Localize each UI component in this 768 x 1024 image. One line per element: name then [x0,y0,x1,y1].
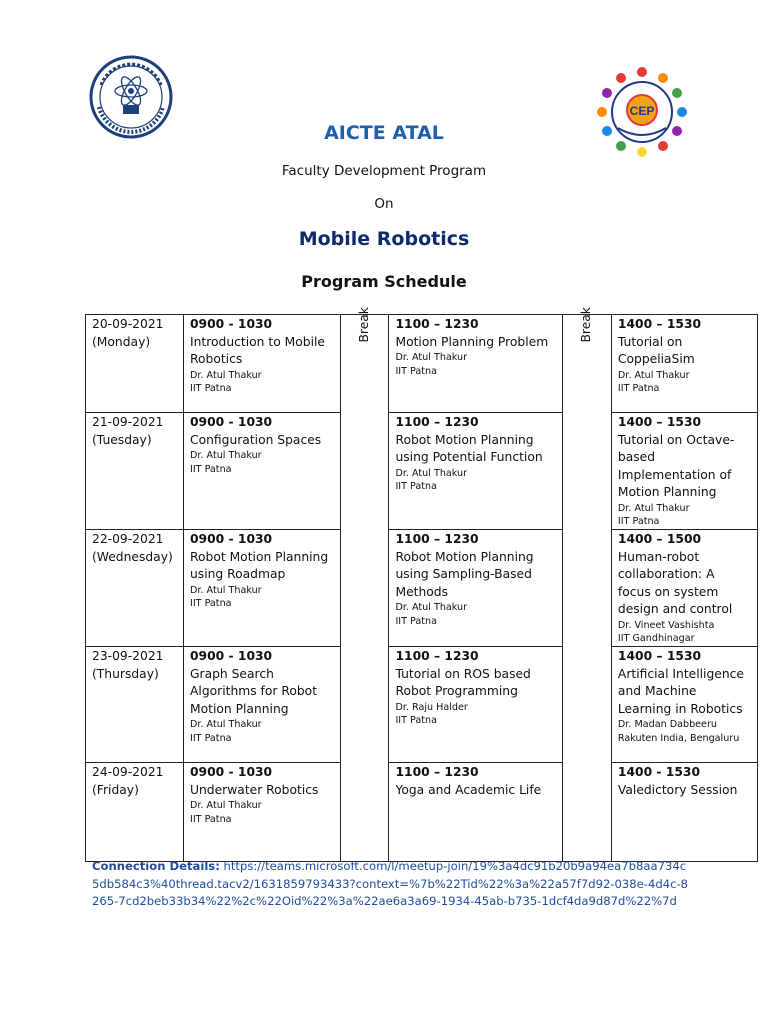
session-time: 1400 - 1530 [617,764,701,779]
table-row [86,413,758,530]
session-time: 1100 – 1230 [395,415,479,429]
session-topic: Human-robot collaboration: A focus on system design and control [617,549,733,617]
session-topic: Robot Motion Planning using Sampling-Based Methods [395,549,534,599]
speaker-name: Dr. Madan Dabbeeru [617,719,717,731]
session-midday [389,646,563,762]
speaker-name: Dr. Atul Thakur [617,369,690,381]
speaker-name: Dr. Atul Thakur [190,450,262,462]
speaker-affiliation: IIT Patna [190,732,232,744]
break-column-1 [341,307,389,862]
subtitle-on: On [374,196,394,212]
title-aicte-atal: AICTE ATAL [324,122,444,144]
cep-iit-patna-logo [592,62,692,162]
table-row [86,529,758,646]
speaker-name: Dr. Atul Thakur [190,719,262,731]
session-afternoon [611,646,757,762]
speaker-name: Dr. Atul Thakur [617,502,690,514]
table-row [86,646,758,762]
session-time: 0900 - 1030 [190,648,273,663]
speaker-name: Dr. Atul Thakur [190,800,262,812]
speaker-affiliation: IIT Patna [190,463,232,475]
speaker-affiliation: IIT Patna [190,813,232,825]
speaker-affiliation: IIT Gandhinagar [617,633,695,645]
speaker-name: Dr. Atul Thakur [395,467,468,479]
session-topic: Configuration Spaces [190,432,322,447]
speaker-name: Dr. Atul Thakur [190,369,262,381]
schedule-table [85,307,758,862]
session-topic: Graph Search Algorithms for Robot Motion Planning [190,666,318,716]
speaker-name: Dr. Raju Halder [395,701,468,713]
day: (Thursday) [92,666,159,681]
date-cell [86,646,184,762]
table-row [86,762,758,861]
connection-label: Connection Details: [92,859,220,873]
session-morning [184,762,341,861]
session-topic: Yoga and Academic Life [395,782,542,797]
session-topic: Robot Motion Planning using Roadmap [190,549,329,582]
session-topic: Valedictory Session [617,782,738,797]
speaker-affiliation: IIT Patna [617,383,660,395]
session-time: 1100 – 1230 [395,531,479,546]
session-time: 0900 - 1030 [190,317,273,331]
date-cell [86,529,184,646]
session-midday [389,413,563,530]
day: (Monday) [92,334,151,349]
break-label: Break [356,307,371,343]
speaker-affiliation: IIT Patna [190,383,232,395]
connection-details [92,858,692,911]
session-morning [184,529,341,646]
session-afternoon [611,413,757,530]
speaker-affiliation: Rakuten India, Bengaluru [617,732,740,744]
speaker-affiliation: IIT Patna [395,365,437,377]
session-topic: Tutorial on CoppeliaSim [617,334,695,367]
session-time: 1100 – 1230 [395,648,479,663]
session-time: 1400 – 1500 [617,531,702,546]
speaker-affiliation: IIT Patna [190,598,232,610]
session-topic: Robot Motion Planning using Potential Function [395,432,543,465]
speaker-name: Dr. Atul Thakur [190,584,262,596]
session-time: 1100 – 1230 [395,317,479,331]
session-morning [184,315,341,413]
session-topic: Tutorial on Octave-based Implementation of Motion Planning [617,432,735,500]
session-midday [389,315,563,413]
session-midday [389,529,563,646]
speaker-affiliation: IIT Patna [395,481,437,493]
date-cell [86,413,184,530]
date-cell [86,315,184,413]
session-time: 0900 - 1030 [190,415,273,429]
speaker-affiliation: IIT Patna [395,715,437,727]
speaker-name: Dr. Atul Thakur [395,602,468,614]
session-morning [184,646,341,762]
session-midday [389,762,563,861]
session-morning [184,413,341,530]
svg-text:CEP: CEP [629,104,655,118]
session-time: 1400 – 1530 [617,648,702,663]
session-afternoon [611,529,757,646]
date: 21-09-2021 [92,415,164,429]
subtitle-faculty-development-program: Faculty Development Program [281,163,487,179]
session-afternoon [611,315,757,413]
schedule-heading: Program Schedule [301,272,467,291]
day: (Tuesday) [92,432,152,447]
speaker-affiliation: IIT Patna [617,516,660,528]
date: 20-09-2021 [92,317,164,331]
date: 22-09-2021 [92,531,164,546]
table-row [86,315,758,413]
session-topic: Motion Planning Problem [395,334,549,349]
session-time: 1100 – 1230 [395,764,479,779]
speaker-name: Dr. Vineet Vashishta [617,619,715,631]
break-label: Break [579,307,594,343]
program-subject: Mobile Robotics [298,228,470,250]
session-time: 1400 – 1530 [617,415,702,429]
break-column-2 [563,307,611,862]
day: (Wednesday) [92,549,173,564]
meeting-link[interactable]: https://teams.microsoft.com/l/meetup-join/19%3a4dc91b20b9a94ea7b8aa734c5db584c3%40thread.tacv2/1631859793433?context=%7b%22Tid%22%3a%22a57f7d92-038e-4d4c-8265-7cd2beb33b34%22%2c%22Oid%22%3a%22ae6a3a69-1934-45ab-b735-1dcf4da9d87d%22%7d [92,859,689,909]
session-topic: Introduction to Mobile Robotics [190,334,325,367]
session-time: 0900 - 1030 [190,764,273,779]
date: 24-09-2021 [92,764,164,779]
speaker-affiliation: IIT Patna [395,615,437,627]
session-topic: Underwater Robotics [190,782,319,797]
date: 23-09-2021 [92,648,164,663]
session-afternoon [611,762,757,861]
session-topic: Tutorial on ROS based Robot Programming [395,666,531,699]
day: (Friday) [92,782,139,797]
speaker-name: Dr. Atul Thakur [395,352,468,364]
session-time: 0900 - 1030 [190,531,273,546]
session-topic: Artificial Intelligence and Machine Learning in Robotics [617,666,744,716]
date-cell [86,762,184,861]
session-time: 1400 – 1530 [617,317,702,331]
